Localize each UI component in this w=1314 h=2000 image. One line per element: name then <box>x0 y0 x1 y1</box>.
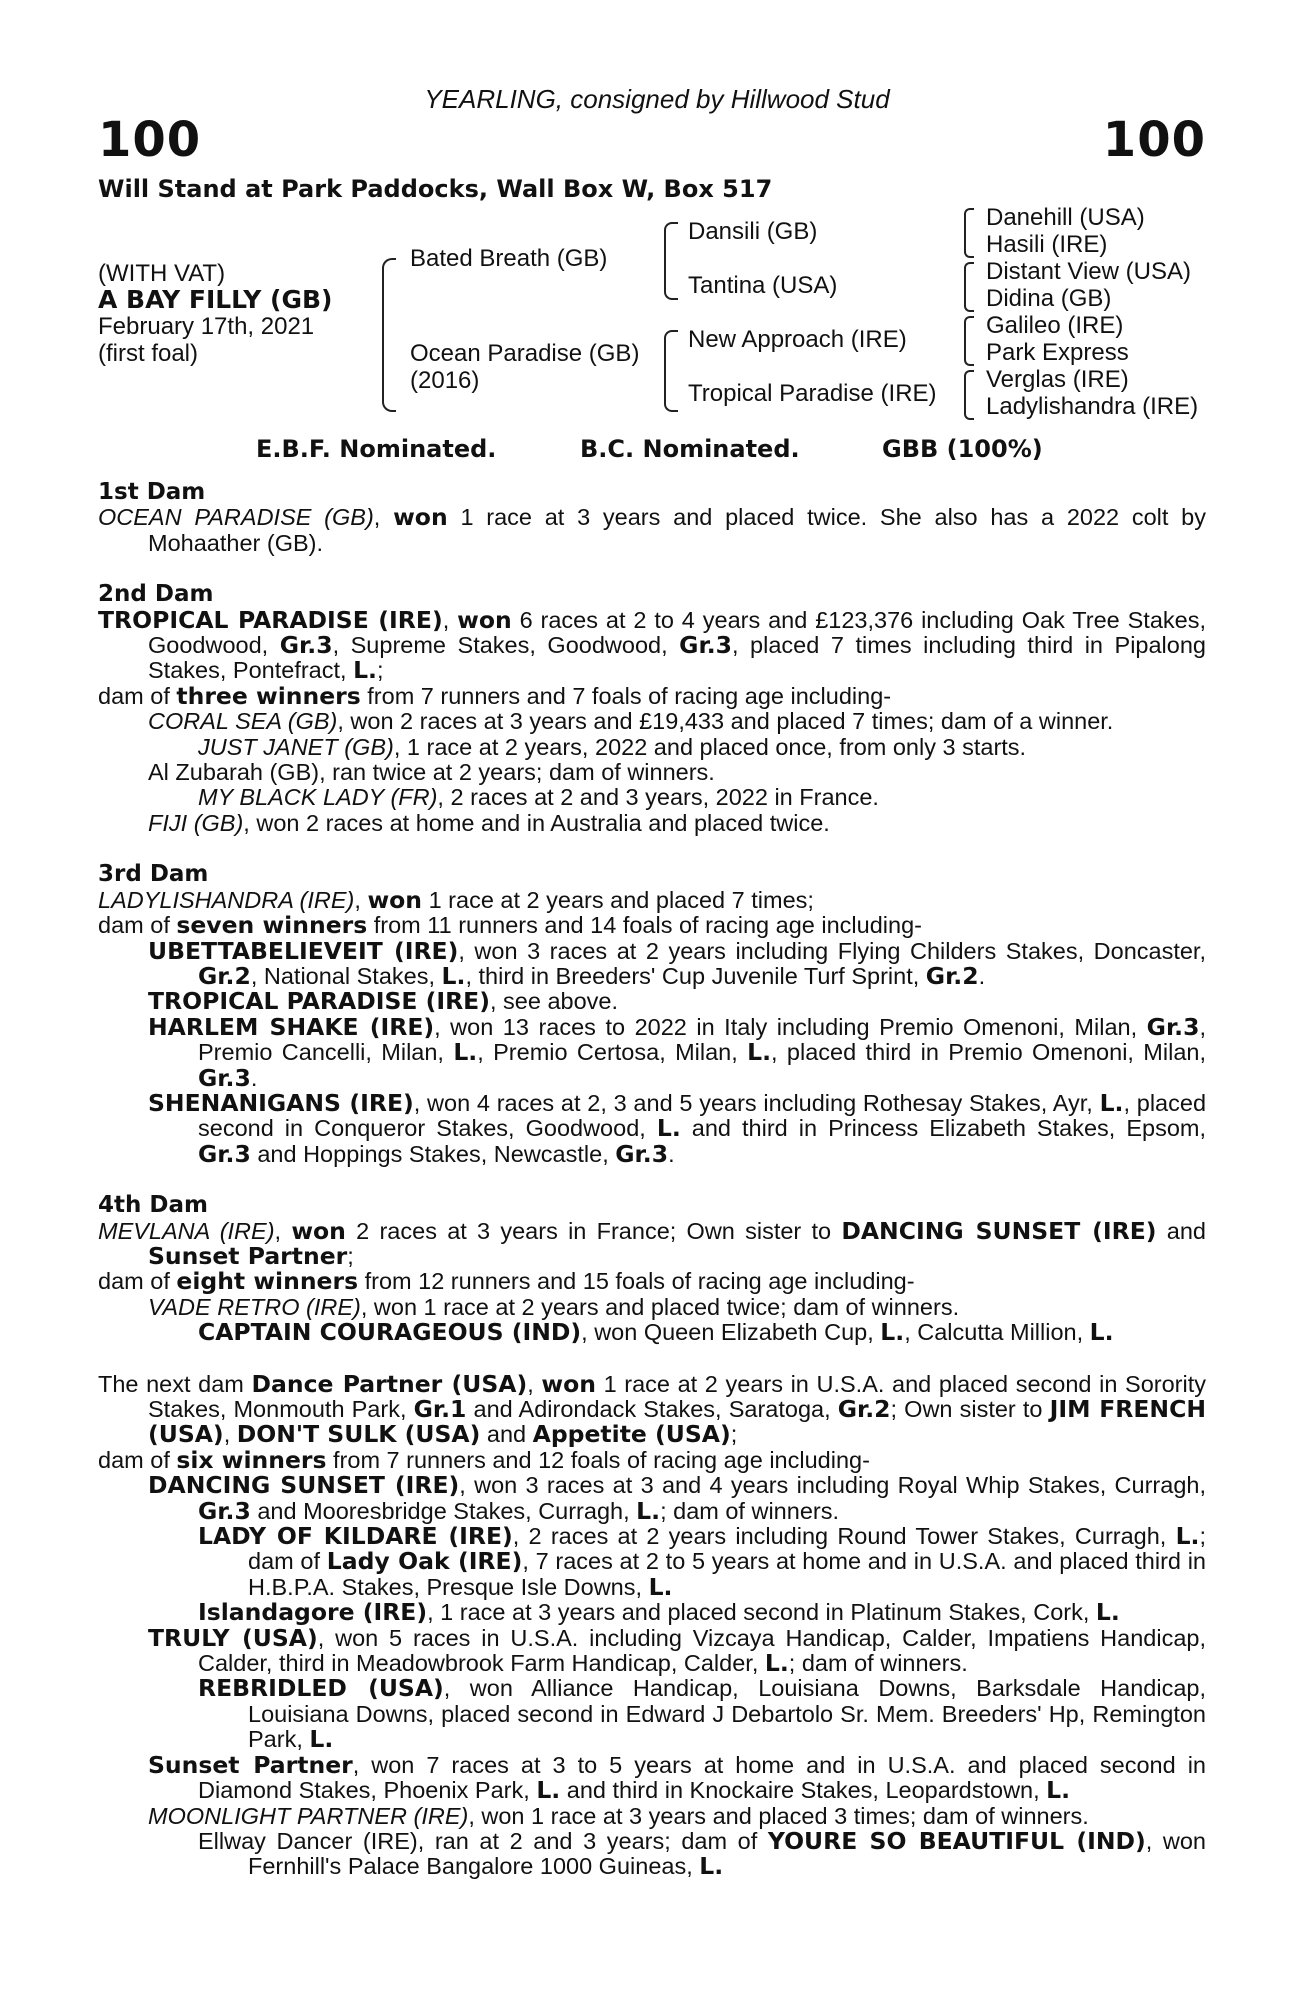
produce-summary: dam of eight winners from 12 runners and 15 foals of racing age including- <box>98 1267 915 1296</box>
horse-note: (first foal) <box>98 340 199 367</box>
dam-entry: OCEAN PARADISE (GB), won 1 race at 3 years and placed twice. She also has a 2022 colt by Mohaather (GB). <box>98 503 1207 556</box>
page-subtitle: YEARLING, consigned by Hillwood Stud <box>424 84 890 114</box>
dam-sire: New Approach (IRE) <box>688 326 907 353</box>
bc-nomination: B.C. Nominated. <box>580 435 800 463</box>
ped-dss: Galileo (IRE) <box>986 312 1124 339</box>
produce-entry: Ellway Dancer (IRE), ran at 2 and 3 years; dam of YOURE SO BEAUTIFUL (IND), won Fernhill's Palace Bangalore 1000 Guineas, L. <box>198 1826 1206 1881</box>
dam-entry: The next dam Dance Partner (USA), won 1 race at 2 years in U.S.A. and placed second in Sorority Stakes, Monmouth Park, Gr.1 and Adirondack Stakes, Saratoga, Gr.2; Own sister to JIM FRENCH (USA), DON'T SULK (USA) and Appetite (USA); <box>98 1369 1206 1449</box>
horse-name: A BAY FILLY (GB) <box>98 285 333 314</box>
produce-entry: TRULY (USA), won 5 races in U.S.A. including Vizcaya Handicap, Calder, Impatiens Handicap, Calder, third in Meadowbrook Farm Handicap, Calder, L.; dam of winners. <box>148 1623 1206 1678</box>
produce-entry: LADY OF KILDARE (IRE), 2 races at 2 years including Round Tower Stakes, Curragh, L.; dam of Lady Oak (IRE), 7 races at 2 to 5 years at home and in U.S.A. and placed third in H.B.P.A. Stakes, Presque Isle Downs, L. <box>198 1522 1206 1601</box>
produce-entry: SHENANIGANS (IRE), won 4 races at 2, 3 and 5 years including Rothesay Stakes, Ayr, L., placed second in Conqueror Stakes, Goodwood, L. and third in Princess Elizabeth Stakes, Epsom, Gr.3 and Hoppings Stakes, Newcastle, Gr.3. <box>148 1088 1207 1168</box>
dam-entry: MEVLANA (IRE), won 2 races at 3 years in France; Own sister to DANCING SUNSET (IRE) and Sunset Partner; <box>98 1216 1206 1270</box>
produce-entry: FIJI (GB), won 2 races at home and in Australia and placed twice. <box>148 809 830 836</box>
ped-ssd: Hasili (IRE) <box>986 231 1108 258</box>
sire-brace <box>664 222 678 300</box>
dam-name: Ocean Paradise (GB) <box>410 340 640 367</box>
ped-dsd: Park Express <box>986 339 1129 366</box>
dam-year: (2016) <box>410 367 480 394</box>
brace-g4-3 <box>964 316 974 366</box>
produce-entry: DANCING SUNSET (IRE), won 3 races at 3 and 4 years including Royal Whip Stakes, Curragh, Gr.3 and Mooresbridge Stakes, Curragh, L.; dam of winners. <box>148 1471 1206 1525</box>
produce-entry: Al Zubarah (GB), ran twice at 2 years; dam of winners. <box>148 759 715 786</box>
produce-summary: dam of three winners from 7 runners and 7 foals of racing age including- <box>98 681 892 710</box>
produce-entry: UBETTABELIEVEIT (IRE), won 3 races at 2 years including Flying Childers Stakes, Doncaster, Gr.2, National Stakes, L., third in Breeders' Cup Juvenile Turf Sprint, Gr.2. <box>148 936 1206 990</box>
produce-summary: dam of six winners from 7 runners and 12 foals of racing age including- <box>98 1445 870 1474</box>
ebf-nomination: E.B.F. Nominated. <box>256 435 497 463</box>
dam-entry: TROPICAL PARADISE (IRE), won 6 races at 2 to 4 years and £123,376 including Oak Tree Stakes, Goodwood, Gr.3, Supreme Stakes, Goodwood, Gr.3, placed 7 times including third in Pipalong Stakes, Pontefract, L.; <box>98 605 1206 685</box>
brace-g4-4 <box>964 370 974 420</box>
ped-dds: Verglas (IRE) <box>986 366 1129 393</box>
section-heading-4th-dam: 4th Dam <box>98 1192 208 1219</box>
brace-g4-1 <box>964 208 974 258</box>
dam-dam: Tropical Paradise (IRE) <box>688 380 937 407</box>
lot-number-left: 100 <box>98 112 202 168</box>
gbb-rating: GBB (100%) <box>882 435 1043 463</box>
produce-summary: dam of seven winners from 11 runners and 14 foals of racing age including- <box>98 911 922 940</box>
ped-ddd: Ladylishandra (IRE) <box>986 393 1199 420</box>
produce-entry: CAPTAIN COURAGEOUS (IND), won Queen Elizabeth Cup, L., Calcutta Million, L. <box>198 1318 1114 1347</box>
stand-location: Will Stand at Park Paddocks, Wall Box W, Box 517 <box>98 175 773 203</box>
produce-entry: JUST JANET (GB), 1 race at 2 years, 2022 and placed once, from only 3 starts. <box>198 733 1027 760</box>
catalogue-body <box>98 480 1206 1880</box>
horse-vat: (WITH VAT) <box>98 260 226 287</box>
produce-entry: CORAL SEA (GB), won 2 races at 3 years and £19,433 and placed 7 times; dam of a winner. <box>148 708 1114 735</box>
produce-entry: MOONLIGHT PARTNER (IRE), won 1 race at 3 years and placed 3 times; dam of winners. <box>148 1802 1089 1829</box>
ped-sss: Danehill (USA) <box>986 204 1145 231</box>
brace-g4-2 <box>964 262 974 312</box>
produce-entry: REBRIDLED (USA), won Alliance Handicap, Louisiana Downs, Barksdale Handicap, Louisiana Downs, placed second in Edward J Debartolo Sr. Mem. Breeders' Hp, Remington Park, L. <box>198 1674 1206 1754</box>
produce-entry: TROPICAL PARADISE (IRE), see above. <box>148 987 619 1016</box>
pedigree-brace <box>382 258 396 412</box>
section-heading-3rd-dam: 3rd Dam <box>98 861 209 888</box>
sire-name: Bated Breath (GB) <box>410 245 608 272</box>
horse-dob: February 17th, 2021 <box>98 313 315 340</box>
ped-sds: Distant View (USA) <box>986 258 1191 285</box>
produce-entry: HARLEM SHAKE (IRE), won 13 races to 2022 in Italy including Premio Omenoni, Milan, Gr.3, Premio Cancelli, Milan, L., Premio Certosa, Milan, L., placed third in Premio Omenoni, Milan, Gr.3. <box>148 1012 1206 1092</box>
dam-entry: LADYLISHANDRA (IRE), won 1 race at 2 years and placed 7 times; <box>98 885 814 914</box>
sire-sire: Dansili (GB) <box>688 218 818 245</box>
produce-entry: MY BLACK LADY (FR), 2 races at 2 and 3 years, 2022 in France. <box>198 784 879 811</box>
produce-entry: VADE RETRO (IRE), won 1 race at 2 years and placed twice; dam of winners. <box>148 1293 960 1320</box>
sire-dam: Tantina (USA) <box>688 272 838 299</box>
dam-brace <box>664 330 678 412</box>
section-heading-1st-dam: 1st Dam <box>98 479 206 505</box>
section-heading-2nd-dam: 2nd Dam <box>98 581 214 608</box>
ped-sdd: Didina (GB) <box>986 285 1112 312</box>
lot-number-right: 100 <box>1102 112 1206 168</box>
produce-entry: Islandagore (IRE), 1 race at 3 years and placed second in Platinum Stakes, Cork, L. <box>198 1598 1120 1627</box>
produce-entry: Sunset Partner, won 7 races at 3 to 5 years at home and in U.S.A. and placed second in Diamond Stakes, Phoenix Park, L. and third in Knockaire Stakes, Leopardstown, L. <box>148 1750 1206 1805</box>
